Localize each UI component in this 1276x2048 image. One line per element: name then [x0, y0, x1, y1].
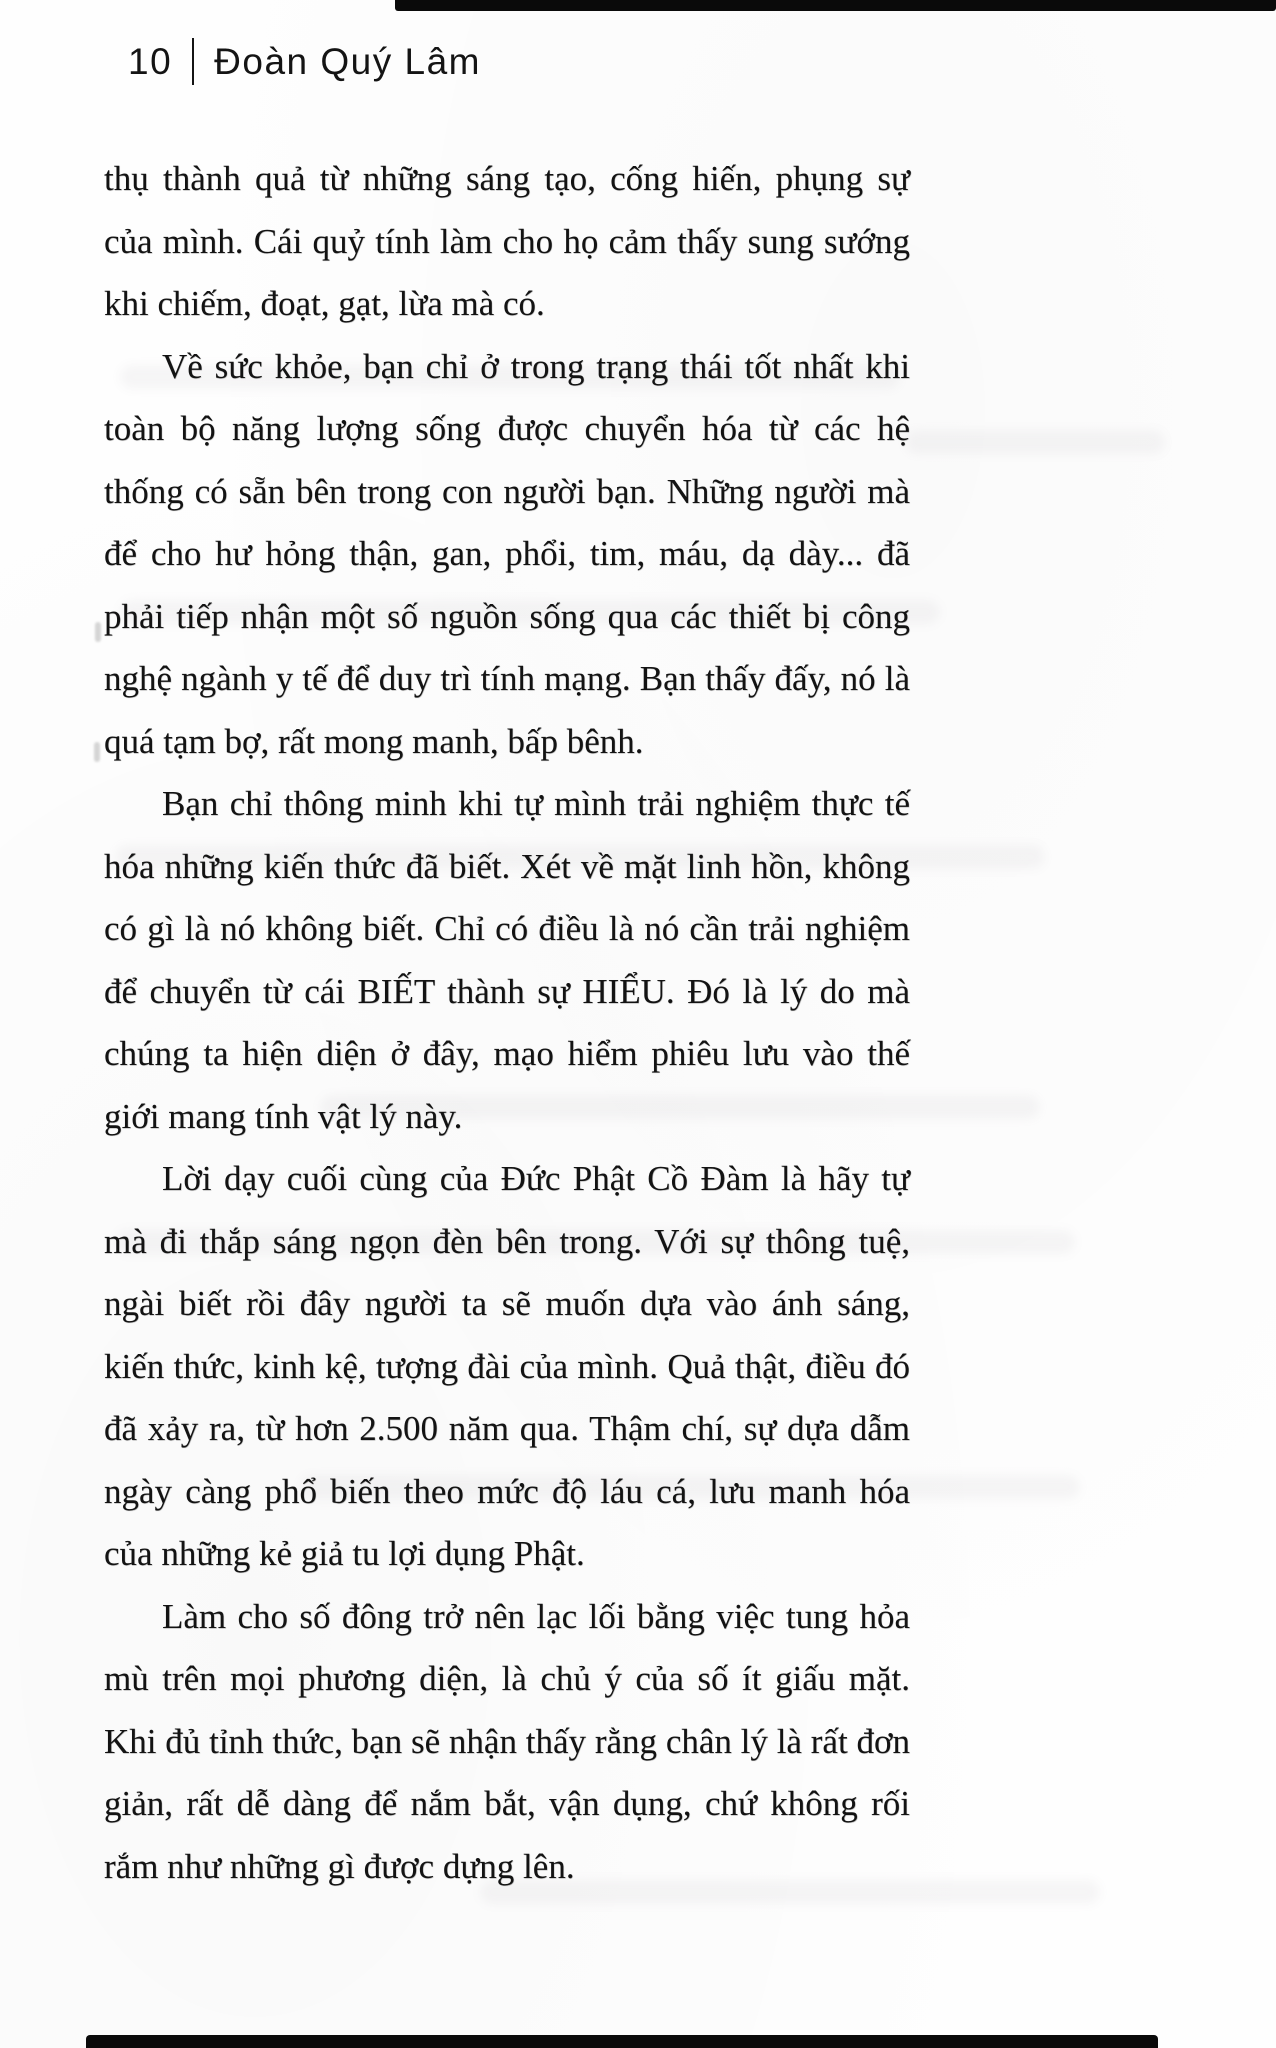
paragraph: Làm cho số đông trở nên lạc lối bằng việc tung hỏa mù trên mọi phương diện, là chủ ý của số ít giấu mặt. Khi đủ tỉnh thức, bạn sẽ nhận thấy rằng chân lý là rất đơn giản, rất dễ dàng để nắm bắt, vận dụng, chứ không rối rắm như những gì được dựng lên.: [104, 1596, 910, 1886]
paragraph: Về sức khỏe, bạn chỉ ở trong trạng thái tốt nhất khi toàn bộ năng lượng sống được chuyển hóa từ các hệ thống có sẵn bên trong con người bạn. Những người mà để cho hư hỏng thận, gan, phổi, tim, máu, dạ dày... đã phải tiếp nhận một số nguồn sống qua các thiết bị công nghệ ngành y tế để duy trì tính mạng. Bạn thấy đấy, nó là quá tạm bợ, rất mong manh, bấp bênh.: [104, 346, 910, 761]
author-name: Đoàn Quý Lâm: [214, 40, 482, 82]
scan-artifact-bottom-bar: [86, 2035, 1158, 2048]
page-number: 10: [128, 40, 173, 82]
header-divider: [192, 38, 194, 85]
bleed-through-ghost: [905, 430, 1165, 454]
scan-edge-mark: [94, 742, 100, 762]
scan-artifact-top-bar: [395, 0, 1276, 11]
body-text: [104, 148, 910, 1898]
page-header: [128, 38, 481, 85]
paragraph: Bạn chỉ thông minh khi tự mình trải nghiệm thực tế hóa những kiến thức đã biết. Xét về mặt linh hồn, không có gì là nó không biết. Chỉ có điều là nó cần trải nghiệm để chuyển từ cái BIẾT thành sự HIỂU. Đó là lý do mà chúng ta hiện diện ở đây, mạo hiểm phiêu lưu vào thế giới mang tính vật lý này.: [104, 784, 910, 1136]
paragraph: thụ thành quả từ những sáng tạo, cống hiến, phụng sự của mình. Cái quỷ tính làm cho họ cảm thấy sung sướng khi chiếm, đoạt, gạt, lừa mà có.: [104, 159, 910, 323]
scan-edge-mark: [95, 622, 101, 642]
paragraph: Lời dạy cuối cùng của Đức Phật Cồ Đàm là hãy tự mà đi thắp sáng ngọn đèn bên trong. Với sự thông tuệ, ngài biết rồi đây người ta sẽ muốn dựa vào ánh sáng, kiến thức, kinh kệ, tượng đài của mình. Quả thật, điều đó đã xảy ra, từ hơn 2.500 năm qua. Thậm chí, sự dựa dẫm ngày càng phổ biến theo mức độ láu cá, lưu manh hóa của những kẻ giả tu lợi dụng Phật.: [104, 1159, 910, 1573]
